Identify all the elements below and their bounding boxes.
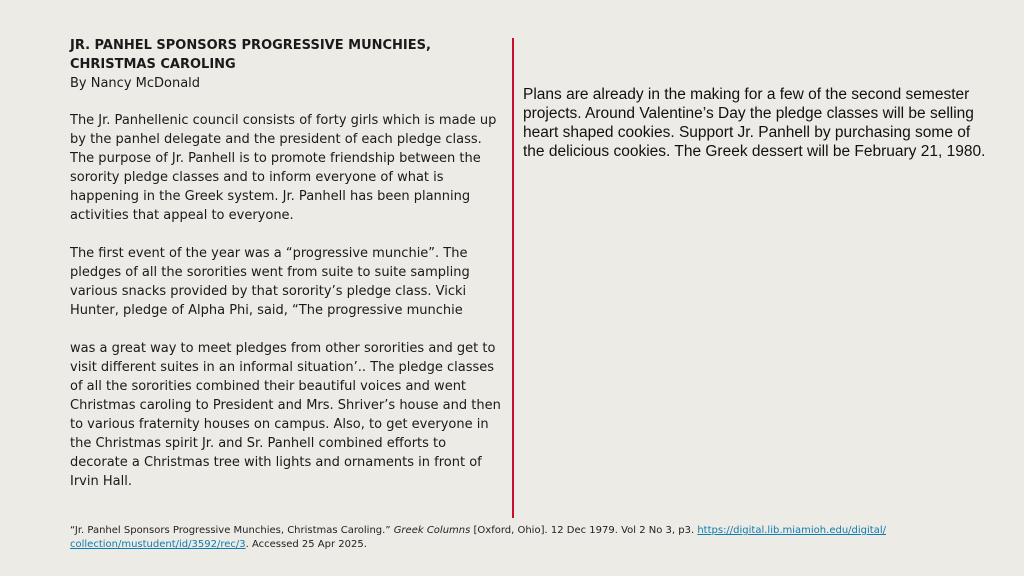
article-paragraph-2: The first event of the year was a “progressive munchie”. The pledges of all the sororities went from suite to suite sampling various snacks provided by that sorority’s pledge class. Vicki Hunter, pledge of Alpha Phi, said, “The progressive munchie — [70, 246, 470, 318]
article-byline: By Nancy McDonald — [70, 76, 201, 91]
article-paragraph-1: The Jr. Panhellenic council consists of forty girls which is made up by the panhel delegate and the president of each pledge class. The purpose of Jr. Panhell is to promote friendship between the sorority pledge classes and to inform everyone of what is happening in the Greek system. Jr. Panhell has been planning activities that appeal to everyone. — [70, 113, 497, 223]
article-right-column — [523, 85, 993, 161]
article-paragraph-3: was a great way to meet pledges from other sororities and get to visit different suites in an informal situation’.. The pledge classes of all the sororities combined their beautiful voices and went Christmas caroling to President and Mrs. Shriver’s house and then to various fraternity houses on campus. Also, to get everyone in the Christmas spirit Jr. and Sr. Panhell combined efforts to decorate a Christmas tree with lights and ornaments in front of Irvin Hall. — [70, 341, 501, 489]
article-headline — [70, 36, 502, 74]
citation — [70, 524, 950, 552]
citation-publication: Greek Columns — [393, 525, 471, 536]
citation-url-line-2: collection/mustudent/id/3592/rec/3 — [70, 539, 246, 550]
headline-line-1: JR. PANHEL SPONSORS PROGRESSIVE MUNCHIES, — [70, 38, 431, 53]
citation-prefix: “Jr. Panhel Sponsors Progressive Munchies, Christmas Caroling.” — [70, 525, 394, 536]
column-divider — [512, 38, 514, 518]
citation-suffix: . Accessed 25 Apr 2025. — [245, 539, 367, 550]
citation-url-line-1: https://digital.lib.miamioh.edu/digital/ — [697, 525, 886, 536]
headline-line-2: CHRISTMAS CAROLING — [70, 57, 236, 72]
article-right-paragraph: Plans are already in the making for a few of the second semester projects. Around Valentine’s Day the pledge classes will be selling heart shaped cookies. Support Jr. Panhell by purchasing some of the delicious cookies. The Greek dessert will be February 21, 1980. — [523, 86, 986, 160]
citation-details: [Oxford, Ohio]. 12 Dec 1979. Vol 2 No 3, p3. — [470, 525, 698, 536]
article-left-column — [70, 36, 502, 510]
